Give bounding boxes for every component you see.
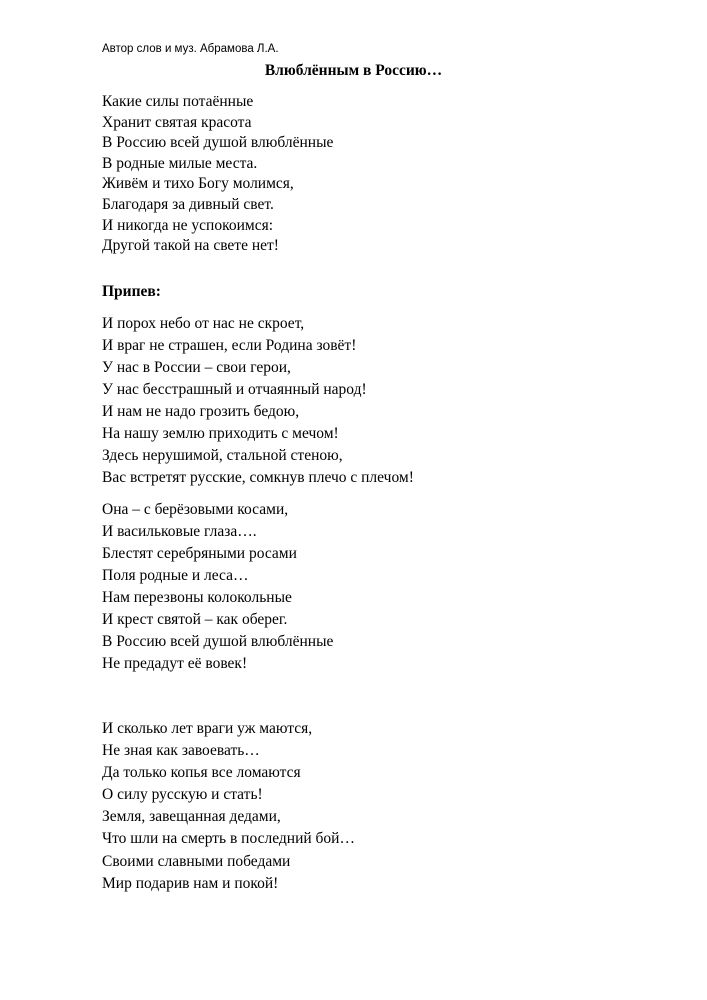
verse-line: Другой такой на свете нет! [102,237,279,255]
chorus-line: Вас встретят русские, сомкнув плечо с плечом! [102,469,414,486]
chorus-line: И нам не надо грозить бедою, [102,403,300,420]
verse-3 [102,718,355,895]
verse-line: Что шли на смерть в последний бой… [102,830,355,848]
verse-line: О силу русскую и стать! [102,786,263,804]
verse-line: Хранит святая красота [102,113,252,131]
chorus-line: У нас бесстрашный и отчаянный народ! [102,381,367,398]
chorus-line: У нас в России – свои герои, [102,359,291,376]
verse-line: Благодаря за дивный свет. [102,195,274,213]
verse-2 [102,499,333,675]
chorus [102,313,414,489]
verse-line: Земля, завещанная дедами, [102,808,281,826]
verse-line: Не предадут её вовек! [102,655,248,672]
verse-line: Не зная как завоевать… [102,742,260,760]
verse-line: Живём и тихо Богу молимся, [102,175,294,193]
verse-line: Какие силы потаённые [102,93,254,110]
verse-line: И никогда не успокоимся: [102,216,274,234]
verse-line: В родные милые места. [102,154,258,172]
verse-line: Да только копья все ломаются [102,764,301,782]
verse-line: И сколько лет враги уж маются, [102,720,313,737]
verse-line: И васильковые глаза…. [102,523,257,540]
verse-line: Блестят серебряными росами [102,545,297,562]
verse-line: Она – с берёзовыми косами, [102,501,289,518]
verse-line: И крест святой – как оберег. [102,611,288,628]
verse-1 [102,92,333,257]
chorus-line: На нашу землю приходить с мечом! [102,425,339,442]
chorus-line: И порох небо от нас не скроет, [102,315,305,332]
song-title: Влюблённым в Россию… [264,62,443,79]
verse-line: Своими славными победами [102,852,291,870]
chorus-label: Припев: [102,283,161,300]
verse-line: Мир подарив нам и покой! [102,874,279,892]
verse-line: В Россию всей душой влюблённые [102,134,334,152]
verse-line: Нам перезвоны колокольные [102,589,292,606]
verse-line: Поля родные и леса… [102,567,249,584]
author-note: Автор слов и муз. Абрамова Л.А. [102,43,279,55]
verse-line: В Россию всей душой влюблённые [102,633,334,650]
chorus-line: И враг не страшен, если Родина зовёт! [102,337,357,354]
chorus-line: Здесь нерушимой, стальной стеною, [102,447,343,464]
